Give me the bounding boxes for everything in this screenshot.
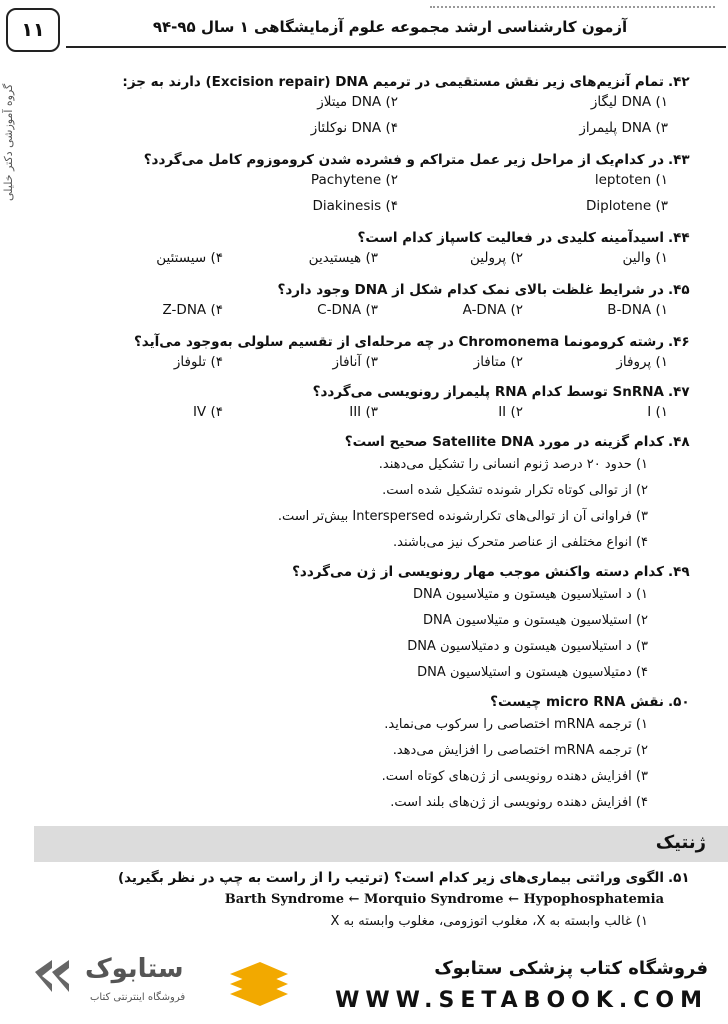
question-46 (28, 334, 708, 378)
question-number: ۴۵. (668, 282, 690, 298)
question-number: ۴۹. (668, 564, 690, 580)
header-dots (430, 6, 715, 14)
option: ۳) فراوانی آن از توالی‌های تکرارشونده Interspersed بیش‌تر است. (277, 509, 648, 524)
question-number: ۴۳. (668, 152, 690, 168)
question-text: SnRNA توسط کدام RNA پلیمراز رونویسی می‌گردد؟ (312, 384, 664, 400)
question-text: در شرایط غلظت بالای نمک کدام شکل از DNA وجود دارد؟ (277, 282, 664, 298)
option: ۱) B-DNA (607, 302, 668, 318)
question-number: ۴۷. (668, 384, 690, 400)
question-49 (28, 564, 708, 686)
page-number: ۱۱ (6, 8, 60, 52)
question-text: کدام دسته واکنش موجب مهار رونویسی از ژن می‌گردد؟ (292, 564, 664, 580)
option: ۴) سیستئین (156, 250, 223, 266)
section-title: ژنتیک (655, 832, 706, 853)
option: ۱) حدود ۲۰ درصد ژنوم انسانی را تشکیل می‌دهند. (378, 457, 648, 472)
question-51 (28, 870, 708, 935)
option: ۳) افزایش دهنده رونویسی از ژن‌های کوتاه است. (381, 769, 648, 784)
question-42 (28, 74, 708, 144)
page-title: آزمون کارشناسی ارشد مجموعه علوم آزمایشگاهی ۱ سال ۹۵-۹۴ (152, 18, 628, 36)
option: ۲) Pachytene (310, 172, 398, 188)
option: ۱) I (647, 404, 668, 420)
option: ۱) والین (622, 250, 668, 266)
side-watermark-text: گروه آموزشی دکتر خلیلی (2, 83, 15, 201)
store-name: فروشگاه کتاب پزشکی ستابوک (434, 958, 708, 979)
option: ۴) IV (192, 404, 223, 420)
option: ۲) پرولین (469, 250, 523, 266)
option: ۱) DNA لیگاز (590, 94, 668, 110)
question-45 (28, 282, 708, 326)
question-text: نقش micro RNA چیست؟ (490, 694, 664, 710)
question-text: در کدام‌یک از مراحل زیر عمل متراکم و فشرده شدن کروموزوم کامل می‌گردد؟ (143, 152, 664, 168)
question-48 (28, 434, 708, 556)
option: ۲) DNA میتلاز (317, 94, 398, 110)
option: ۲) A-DNA (462, 302, 523, 318)
question-number: ۵۰. (668, 694, 690, 710)
disease-list: Barth Syndrome ← Morquio Syndrome ← Hypophosphatemia (224, 892, 664, 907)
question-text: الگوی وراثتی بیماری‌های زیر کدام است؟ (ترتیب را از راست به چپ در نظر بگیرید) (117, 870, 664, 886)
logo-subtitle: فروشگاه اینترنتی کتاب (90, 992, 186, 1003)
question-text: تمام آنزیم‌های زیر نقش مستقیمی در ترمیم Excision repair) DNA) دارند به جز: (122, 74, 664, 90)
question-47 (28, 384, 708, 428)
option: ۴) دمتیلاسیون هیستون و استیلاسیون DNA (417, 665, 648, 680)
question-text: اسیدآمینه کلیدی در فعالیت کاسپاز کدام است؟ (357, 230, 664, 246)
option: ۳) Diplotene (585, 198, 668, 214)
option: ۴) افزایش دهنده رونویسی از ژن‌های بلند است. (390, 795, 648, 810)
option: ۱) ترجمه mRNA اختصاصی را سرکوب می‌نماید. (384, 717, 648, 732)
question-text: کدام گزینه در مورد Satellite DNA صحیح است؟ (344, 434, 664, 450)
page-header (0, 0, 728, 60)
question-50 (28, 694, 708, 816)
logo-text: ستابوک (85, 954, 184, 984)
question-number: ۴۶. (668, 334, 690, 350)
option: ۴) DNA نوکلئاز (310, 120, 398, 136)
option: ۲) ترجمه mRNA اختصاصی را افزایش می‌دهد. (392, 743, 648, 758)
question-text: رشته کرومونما Chromonema در چه مرحله‌ای از تقسیم سلولی به‌وجود می‌آید؟ (133, 334, 664, 350)
option: ۳) هیستیدین (308, 250, 378, 266)
question-number: ۵۱. (668, 870, 690, 886)
option: ۱) غالب وابسته به X، مغلوب اتوزومی، مغلوب وابسته به X (330, 914, 648, 929)
footer-banner (0, 944, 728, 1024)
setabook-logo (30, 952, 290, 1016)
question-number: ۴۴. (668, 230, 690, 246)
option: ۳) د استیلاسیون هیستون و دمتیلاسیون DNA (407, 639, 648, 654)
option: ۴) تلوفاز (173, 354, 223, 370)
question-number: ۴۲. (668, 74, 690, 90)
option: ۲) استیلاسیون هیستون و متیلاسیون DNA (422, 613, 648, 628)
option: ۱) د استیلاسیون هیستون و متیلاسیون DNA (413, 587, 648, 602)
option: ۳) آنافاز (332, 354, 378, 370)
option: ۴) Z-DNA (162, 302, 223, 318)
option: ۳) C-DNA (317, 302, 378, 318)
option: ۲) از توالی کوتاه تکرار شونده تشکیل شده است. (382, 483, 648, 498)
option: ۳) III (349, 404, 378, 420)
option: ۱) پروفاز (616, 354, 668, 370)
option: ۲) II (498, 404, 523, 420)
section-header (34, 826, 728, 862)
option: ۲) متافاز (473, 354, 523, 370)
question-44 (28, 230, 708, 274)
question-number: ۴۸. (668, 434, 690, 450)
option: ۱) leptoten (594, 172, 668, 188)
option: ۴) انواع مختلفی از عناصر متحرک نیز می‌باشند. (393, 535, 648, 550)
store-url: WWW.SETABOOK.COM (335, 988, 708, 1013)
option: ۳) DNA پلیمراز (579, 120, 668, 136)
option: ۴) Diakinesis (312, 198, 398, 214)
question-43 (28, 152, 708, 222)
header-divider (66, 46, 726, 48)
